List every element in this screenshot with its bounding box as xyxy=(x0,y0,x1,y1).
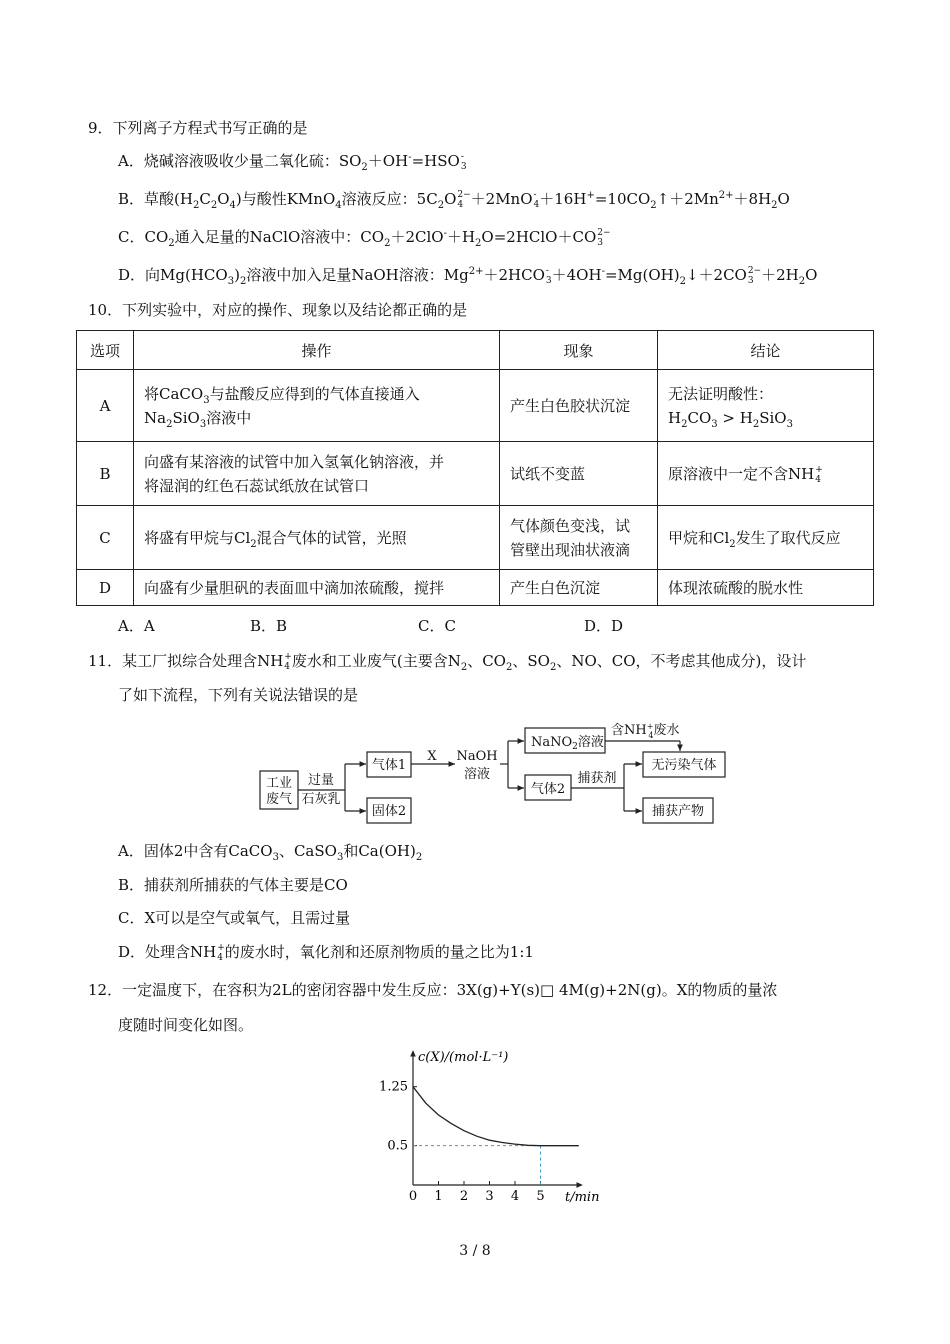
x-tick-label: 4 xyxy=(510,1189,520,1204)
q11-option-c: C．X可以是空气或氧气，且需过量 xyxy=(118,909,351,927)
row-a-phenomenon: 产生白色胶状沉淀 xyxy=(500,370,658,442)
flow-text-clean-gas: 无污染气体 xyxy=(651,758,717,773)
row-c-option: C xyxy=(77,506,134,570)
header-operation: 操作 xyxy=(134,331,500,370)
flow-text-nh4-wastewater: 含NH+ 4废水 xyxy=(611,722,680,740)
x-tick-label: 0 xyxy=(408,1189,418,1204)
row-a-option: A xyxy=(77,370,134,442)
flow-text-solution: 溶液 xyxy=(463,767,491,782)
row-b-conclusion: 原溶液中一定不含NH + 4 xyxy=(658,442,874,506)
flow-text-excess: 过量 xyxy=(307,773,335,788)
q12-stem-line1: 12．一定温度下，在容积为2L的密闭容器中发生反应：3X(g)+Y(s)□ 4M(g)+2N(g)。X的物质的量浓 xyxy=(88,981,778,999)
x-tick-label: 5 xyxy=(536,1189,545,1204)
q12-stem-line2: 度随时间变化如图。 xyxy=(118,1016,254,1034)
page-number: 3 / 8 xyxy=(459,1243,491,1259)
y-axis-label: c(X)/(mol·L⁻¹) xyxy=(418,1050,509,1065)
row-d-option: D xyxy=(77,570,134,606)
flow-text-waste1: 工业 xyxy=(265,776,293,791)
reversible-arrow-placeholder-icon: □ xyxy=(540,981,555,999)
q11-stem-line1: 11．某工厂拟综合处理含NH + 4 废水和工业废气(主要含$N_2$、$CO_2$、$SO_2$、NO、CO，不考虑其他成分)，设计 xyxy=(88,652,807,673)
q9-option-b: B．草酸$(H_2C_2O_4)$与酸性KMnO$_4$溶液反应：$5C_2O$ 2− 4 ＋2MnO - 4 $+16H^+=10CO_2↑+2Mn^{2+}+8H_2O$ xyxy=(118,190,790,211)
q11-option-d: D．处理含NH + 4 的废水时，氧化剂和还原剂物质的量之比为1:1 xyxy=(118,943,534,963)
flow-text-capture-product: 捕获产物 xyxy=(651,804,705,819)
flow-text-capture-agent: 捕获剂 xyxy=(577,771,617,786)
x-tick-label: 3 xyxy=(485,1189,494,1204)
flow-text-gas1: 气体1 xyxy=(371,758,407,773)
row-c-operation: 将盛有甲烷与$Cl_2$混合气体的试管，光照 xyxy=(134,506,500,570)
y-tick-label: 1.25 xyxy=(379,1079,408,1095)
q10-choice-d: D．D xyxy=(584,617,624,635)
row-d-operation: 向盛有少量胆矾的表面皿中滴加浓硫酸，搅拌 xyxy=(134,570,500,606)
q11-stem-line2: 了如下流程，下列有关说法错误的是 xyxy=(118,686,359,704)
q9-stem: 9．下列离子方程式书写正确的是 xyxy=(88,119,308,137)
flow-text-gas2: 气体2 xyxy=(530,782,566,797)
row-a-operation: 将CaCO$_3$与盐酸反应得到的气体直接通入 $Na_2SiO_3$溶液中 xyxy=(134,370,500,442)
row-a-conclusion: 无法证明酸性： $H_2CO_3 > H_2SiO_3$ xyxy=(658,370,874,442)
q9-option-d: D．向$Mg(HCO_3)_2$溶液中加入足量NaOH溶液：$Mg^{2+}+2HCO$ - 3 $+4OH^-=Mg(OH)_2↓+2CO$ 2− 3 $+2H_2O$ xyxy=(118,266,818,287)
concentration-curve xyxy=(413,1087,579,1146)
flow-text-waste2: 废气 xyxy=(265,792,293,807)
q10-choice-a: A．A xyxy=(118,617,155,635)
flow-text-lime: 石灰乳 xyxy=(301,792,341,807)
q11-option-b: B．捕获剂所捕获的气体主要是CO xyxy=(118,876,348,894)
flow-text-nano2: NaNO$_2$溶液 xyxy=(531,735,604,752)
row-b-option: B xyxy=(77,442,134,506)
row-b-operation: 向盛有某溶液的试管中加入氢氧化钠溶液，并 将湿润的红色石蕊试纸放在试管口 xyxy=(134,442,500,506)
header-conclusion: 结论 xyxy=(658,331,874,370)
q10-choice-b: B．B xyxy=(250,617,288,635)
row-b-phenomenon: 试纸不变蓝 xyxy=(500,442,658,506)
q10-stem: 10．下列实验中，对应的操作、现象以及结论都正确的是 xyxy=(88,301,468,319)
row-c-conclusion: 甲烷和$Cl_2$发生了取代反应 xyxy=(658,506,874,570)
q9-option-a: A．烧碱溶液吸收少量二氧化硫：$SO_2+OH^-=HSO$ - 3 xyxy=(118,152,467,173)
x-tick-label: 2 xyxy=(459,1189,469,1204)
q9-option-c: C．$CO_2$通入足量的NaClO溶液中：$CO_2+2ClO^-+H_2O=2HClO+CO$ 2− 3 xyxy=(118,228,611,249)
flow-text-naoh: NaOH xyxy=(456,749,498,764)
concentration-time-chart xyxy=(360,1045,620,1205)
flow-text-solid2: 固体2 xyxy=(371,804,407,819)
row-d-phenomenon: 产生白色沉淀 xyxy=(500,570,658,606)
row-c-phenomenon: 气体颜色变浅，试 管壁出现油状液滴 xyxy=(500,506,658,570)
q10-choice-c: C．C xyxy=(418,617,456,635)
header-option: 选项 xyxy=(77,331,134,370)
q11-option-a: A．固体2中含有CaCO$_3$、CaSO$_3$和$Ca(OH)_2$ xyxy=(118,842,423,863)
header-phenomenon: 现象 xyxy=(500,331,658,370)
flow-text-x: X xyxy=(427,749,437,764)
x-axis-label: t/min xyxy=(565,1190,600,1205)
row-d-conclusion: 体现浓硫酸的脱水性 xyxy=(658,570,874,606)
x-tick-label: 1 xyxy=(434,1189,443,1204)
y-tick-label: 0.5 xyxy=(387,1138,408,1154)
